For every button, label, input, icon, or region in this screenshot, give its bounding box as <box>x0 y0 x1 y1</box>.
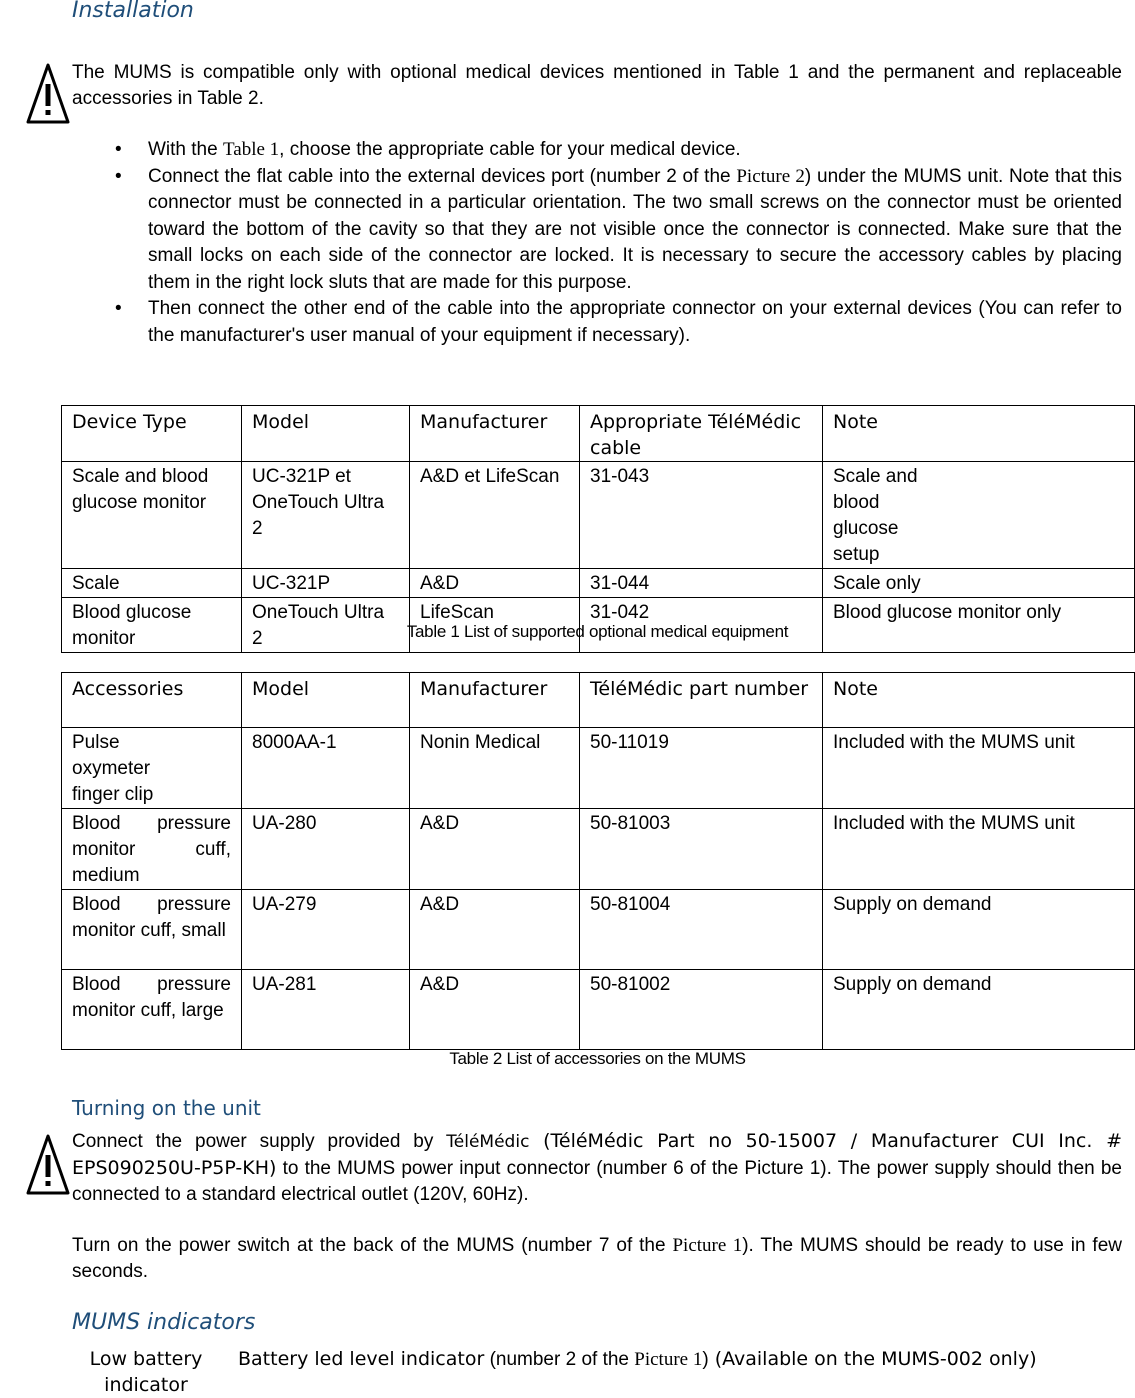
indicator-description: Battery led level indicator (number 2 of the Picture 1) (Available on the MUMS-002 only) <box>238 1348 1037 1370</box>
table-cell: Scale <box>62 569 242 598</box>
warning-icon <box>26 1133 70 1195</box>
table-cell: Scale and blood glucose setup <box>823 462 1135 569</box>
column-header: Model <box>242 406 410 462</box>
table-cell: Pulse oxymeter finger clip <box>62 728 242 809</box>
table-cell: Blood pressure monitor cuff, medium <box>62 809 242 890</box>
table-cell: Scale only <box>823 569 1135 598</box>
table-row <box>62 569 1135 598</box>
install-steps <box>115 137 1122 349</box>
column-header: Manufacturer <box>410 406 580 462</box>
table-row <box>62 728 1135 809</box>
table-cell: 31-042 <box>580 598 823 653</box>
table-cell: OneTouch Ultra 2 <box>242 598 410 653</box>
table-cell: LifeScan <box>410 598 580 653</box>
table-cell: 50-11019 <box>580 728 823 809</box>
warning-icon <box>26 62 70 124</box>
table-cell: UC-321P <box>242 569 410 598</box>
table-cell: Included with the MUMS unit <box>823 728 1135 809</box>
picture-reference: Picture 1 <box>634 1349 703 1370</box>
column-header: Device Type <box>62 406 242 462</box>
table-cell: Included with the MUMS unit <box>823 809 1135 890</box>
table-caption: Table 1 List of supported optional medical equipment <box>406 622 789 641</box>
table-row <box>62 890 1135 970</box>
table-cell: A&D <box>410 569 580 598</box>
table-cell: Blood glucose monitor <box>62 598 242 653</box>
table-cell: UA-279 <box>242 890 410 970</box>
table-cell: Blood glucose monitor only <box>823 598 1135 653</box>
table-header-row <box>62 406 1135 462</box>
table-caption: Table 2 List of accessories on the MUMS <box>449 1049 746 1068</box>
power-connection-text: Connect the power supply provided by TéléMédic (TéléMédic Part no 50-15007 / Manufacturer CUI Inc. # EPS090250U-P5P-KH) to the MUMS power input connector (number 6 of the Picture 1). The power supply should then be connected to a standard electrical outlet (120V, 60Hz). <box>72 1130 1122 1205</box>
bullet: • <box>115 165 122 187</box>
table-cell: A&D <box>410 970 580 1050</box>
install-intro: The MUMS is compatible only with optional medical devices mentioned in Table 1 and the permanent and replaceable accessories in Table 2. <box>72 62 1122 109</box>
brand-name: TéléMédic <box>446 1132 530 1152</box>
table-cell: UC-321P et OneTouch Ultra 2 <box>242 462 410 569</box>
list-item: • Then connect the other end of the cable into the appropriate connector on your external devices (You can refer to the manufacturer's user manual of your equipment if necessary). <box>115 298 1122 346</box>
column-header: Accessories <box>62 673 242 728</box>
table-cell: 50-81004 <box>580 890 823 970</box>
column-header: Appropriate TéléMédic cable <box>580 406 823 462</box>
table-cell: Supply on demand <box>823 890 1135 970</box>
table-cell: A&D et LifeScan <box>410 462 580 569</box>
table-cell: Scale and blood glucose monitor <box>62 462 242 569</box>
table-header-row <box>62 673 1135 728</box>
table-row <box>62 462 1135 569</box>
column-header: Model <box>242 673 410 728</box>
table-cell: A&D <box>410 890 580 970</box>
table-cell: Blood pressure monitor cuff, large <box>62 970 242 1050</box>
column-header: Note <box>823 406 1135 462</box>
list-item: • With the Table 1, choose the appropriate cable for your medical device. <box>148 137 1122 164</box>
table-row <box>62 809 1135 890</box>
table-accessories <box>61 672 1135 1050</box>
table-cell: 31-044 <box>580 569 823 598</box>
table-cell: Blood pressure monitor cuff, small <box>62 890 242 970</box>
table-cell: Nonin Medical <box>410 728 580 809</box>
bullet: • <box>115 298 122 319</box>
table-reference: Table 1 <box>222 139 280 160</box>
picture-reference: Picture 2 <box>736 165 805 187</box>
heading-indicators: MUMS indicators <box>72 1310 256 1335</box>
column-header: Note <box>823 673 1135 728</box>
heading-turning-on: Turning on the unit <box>72 1096 261 1120</box>
table-cell: Supply on demand <box>823 970 1135 1050</box>
power-supply-part: (TéléMédic Part no 50-15007 / Manufacturer CUI Inc. # EPS090250U-P5P-KH) <box>72 1130 1122 1179</box>
table-cell: A&D <box>410 809 580 890</box>
bullet: • <box>115 139 122 160</box>
list-item: • Connect the flat cable into the external devices port (number 2 of the Picture 2) under the MUMS unit. Note that this connector must be connected in a particular orientation. The two small screws on the connector must be oriented toward the bottom of the cavity so that they are not visible once the connector is connected. Make sure that the small locks on each side of the connector are locked. It is necessary to secure the accessory cables by placing them in the right lock sluts that are made for this purpose. <box>115 165 1122 293</box>
table-cell: 50-81002 <box>580 970 823 1050</box>
table-cell: 8000AA-1 <box>242 728 410 809</box>
column-header: TéléMédic part number <box>580 673 823 728</box>
picture-reference: Picture 1 <box>672 1235 743 1256</box>
indicator-label: Low battery indicator <box>89 1348 203 1396</box>
table-cell: 50-81003 <box>580 809 823 890</box>
table-cell: UA-280 <box>242 809 410 890</box>
table-cell: 31-043 <box>580 462 823 569</box>
table-cell: UA-281 <box>242 970 410 1050</box>
column-header: Manufacturer <box>410 673 580 728</box>
heading-installation: Installation <box>72 0 194 23</box>
power-switch-text: Turn on the power switch at the back of the MUMS (number 7 of the Picture 1). The MUMS should be ready to use in few seconds. <box>72 1235 1122 1282</box>
table-supported-equipment <box>61 405 1135 653</box>
table-row <box>62 970 1135 1050</box>
